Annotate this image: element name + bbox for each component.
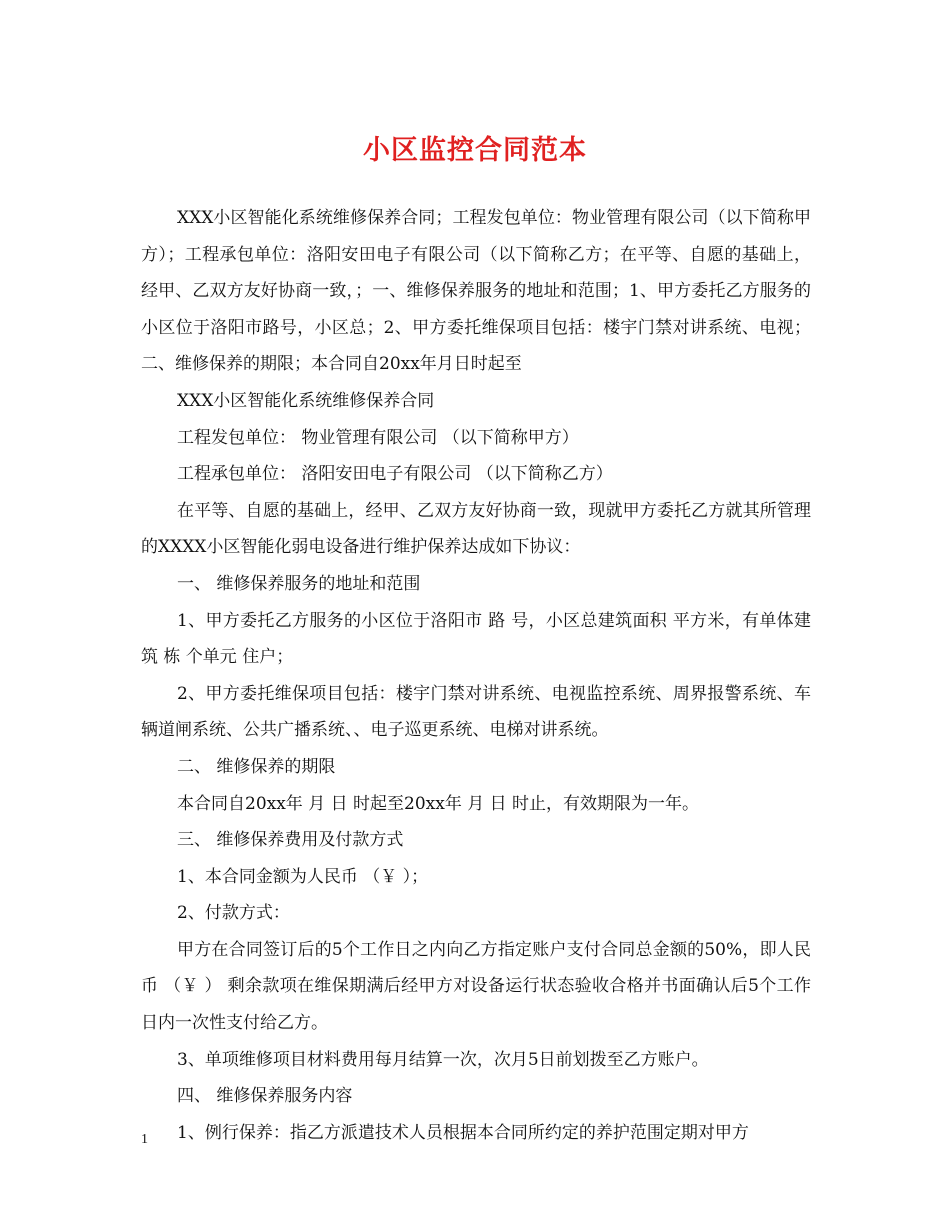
section-heading-3: 三、 维修保养费用及付款方式	[177, 830, 404, 851]
paragraph-scope: 2、甲方委托维保项目包括：楼宇门禁对讲系统、电视监控系统、周界报警系统、车辆道闸系统、公共广播系统、、电子巡更系统、电梯对讲系统。	[141, 683, 811, 741]
section-heading-2: 二、 维修保养的期限	[177, 756, 336, 777]
paragraph-amount: 1、本合同金额为人民币 （￥ ）；	[177, 866, 429, 887]
paragraph-location: 1、甲方委托乙方服务的小区位于洛阳市 路 号，小区总建筑面积 平方米，有单体建筑 栋 个单元 住户；	[141, 610, 811, 668]
paragraph-routine-maintenance: 1、例行保养：指乙方派遣技术人员根据本合同所约定的养护范围定期对甲方	[177, 1122, 749, 1143]
paragraph-materials: 3、单项维修项目材料费用每月结算一次，次月5日前划拨至乙方账户。	[177, 1049, 709, 1070]
document-body	[141, 200, 811, 1151]
paragraph-contract-name: XXX小区智能化系统维修保养合同	[177, 390, 435, 411]
section-heading-4: 四、 维修保养服务内容	[177, 1086, 353, 1107]
paragraph-payment-terms: 甲方在合同签订后的5个工作日之内向乙方指定账户支付合同总金额的50%，即人民币 （￥ ） 剩余款项在维保期满后经甲方对设备运行状态验收合格并书面确认后5个工作日内一次性支付给乙方。	[141, 939, 811, 1034]
paragraph-agreement: 在平等、自愿的基础上，经甲、乙双方友好协商一致，现就甲方委托乙方就其所管理的XXXX小区智能化弱电设备进行维护保养达成如下协议：	[141, 500, 811, 558]
paragraph-payment-method: 2、付款方式：	[177, 903, 290, 924]
paragraph-term: 本合同自20xx年 月 日 时起至20xx年 月 日 时止，有效期限为一年。	[177, 793, 700, 814]
document-title: 小区监控合同范本	[363, 135, 587, 166]
section-heading-1: 一、 维修保养服务的地址和范围	[177, 573, 421, 594]
page-number: 1	[141, 1132, 148, 1147]
paragraph-party-a: 工程发包单位： 物业管理有限公司 （以下简称甲方）	[177, 427, 579, 448]
paragraph-summary: XXX小区智能化系统维修保养合同；工程发包单位：物业管理有限公司（以下简称甲方）；工程承包单位：洛阳安田电子有限公司（以下简称乙方；在平等、自愿的基础上，经甲、乙双方友好协商一致，；一、维修保养服务的地址和范围；1、甲方委托乙方服务的小区位于洛阳市路号，小区总；2、甲方委托维保项目包括：楼宇门禁对讲系统、电视；二、维修保养的期限；本合同自20xx年月日时起至	[141, 208, 811, 375]
paragraph-party-b: 工程承包单位： 洛阳安田电子有限公司 （以下简称乙方）	[177, 464, 613, 485]
